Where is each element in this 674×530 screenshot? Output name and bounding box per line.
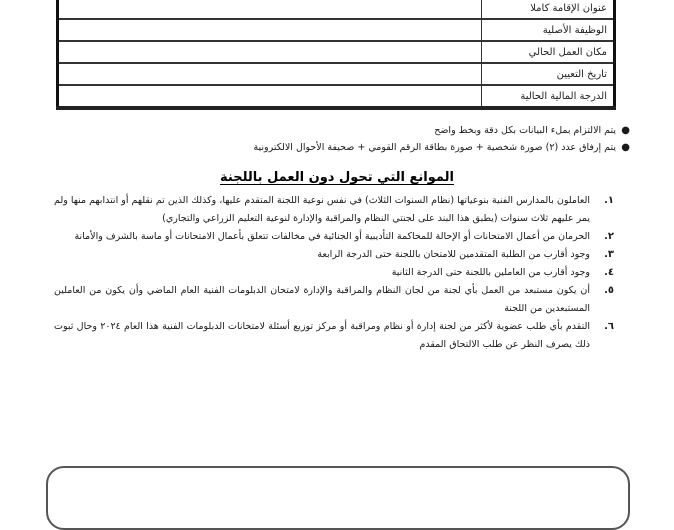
section-heading: الموانع التي تحول دون العمل باللجنة xyxy=(220,170,454,185)
item-text: العاملون بالمدارس الفنية بنوعياتها (نظام السنوات الثلاث) في نفس نوعية اللجنة المتقدم عليها، وكذلك الذين تم نقلهم أو انتدابهم منها ولم يمر عليهم ثلاث سنوات (يطبق هذا البند على لجنتي النظام والمراقبة والإدارة لنوعية التعليم الزراعي والتجاري) xyxy=(54,195,590,224)
item-text: وجود أقارب من العاملين باللجنة حتى الدرجة الثانية xyxy=(391,267,590,278)
item-number: ٥. xyxy=(604,285,614,296)
item-number: ٣. xyxy=(604,249,614,260)
restrictions-list xyxy=(54,192,614,354)
list-item xyxy=(54,318,614,354)
table-row xyxy=(58,0,615,19)
item-text: أن يكون مستبعد من العمل بأي لجنة من لجان النظام والمراقبة والإدارة لامتحان الدبلومات الفنية العام الماضي وأن يكون من العاملين المستبعدين من اللجنة xyxy=(54,285,590,314)
item-text: التقدم بأي طلب عضوية لأكثر من لجنة إدارة أو نظام ومراقبة أو مركز توزيع أسئلة لامتحانات الدبلومات الفنية هذا العام ٢٠٢٤ وحال ثبوت ذلك يصرف النظر عن طلب الالتحاق المقدم xyxy=(54,321,590,350)
table-row xyxy=(58,19,615,41)
item-text: وجود أقارب من الطلبة المتقدمين للامتحان باللجنة حتى الدرجة الرابعة xyxy=(317,249,590,260)
note-item xyxy=(210,122,630,139)
table-row xyxy=(58,85,615,108)
row-label-workplace: مكان العمل الحالي xyxy=(482,41,615,63)
row-value-original-job xyxy=(58,19,482,41)
item-number: ٤. xyxy=(604,267,614,278)
list-item xyxy=(54,228,614,246)
row-label-original-job: الوظيفة الأصلية xyxy=(482,19,615,41)
row-value-financial-grade xyxy=(58,85,482,108)
row-value-workplace xyxy=(58,41,482,63)
bullet-icon: ● xyxy=(621,125,630,136)
item-number: ٦. xyxy=(604,321,614,332)
list-item xyxy=(54,264,614,282)
item-number: ٢. xyxy=(604,231,614,242)
item-text: الحرمان من أعمال الامتحانات أو الإحالة للمحاكمة التأديبية أو الجنائية في مخالفات تتعلق بأعمال الامتحانات أو ماسة بالشرف والأمانة xyxy=(74,231,590,242)
item-number: ١. xyxy=(604,195,614,206)
list-item xyxy=(54,282,614,318)
row-value-address xyxy=(58,0,482,19)
note-item xyxy=(210,139,630,156)
table-row xyxy=(58,41,615,63)
notes-list xyxy=(210,122,630,156)
table-row xyxy=(58,63,615,85)
row-label-hire-date: تاريخ التعيين xyxy=(482,63,615,85)
note-text: يتم الالتزام بملء البيانات بكل دقة وبخط واضح xyxy=(434,125,616,136)
bullet-icon: ● xyxy=(621,142,630,153)
list-item xyxy=(54,192,614,228)
row-label-financial-grade: الدرجة المالية الحالية xyxy=(482,85,615,108)
list-item xyxy=(54,246,614,264)
bottom-rounded-box xyxy=(46,466,630,530)
row-label-address: عنوان الإقامة كاملا xyxy=(482,0,615,19)
row-value-hire-date xyxy=(58,63,482,85)
note-text: يتم إرفاق عدد (٢) صورة شخصية + صورة بطاقة الرقم القومي + صحيفة الأحوال الالكترونية xyxy=(253,142,616,153)
applicant-info-table xyxy=(56,0,616,110)
